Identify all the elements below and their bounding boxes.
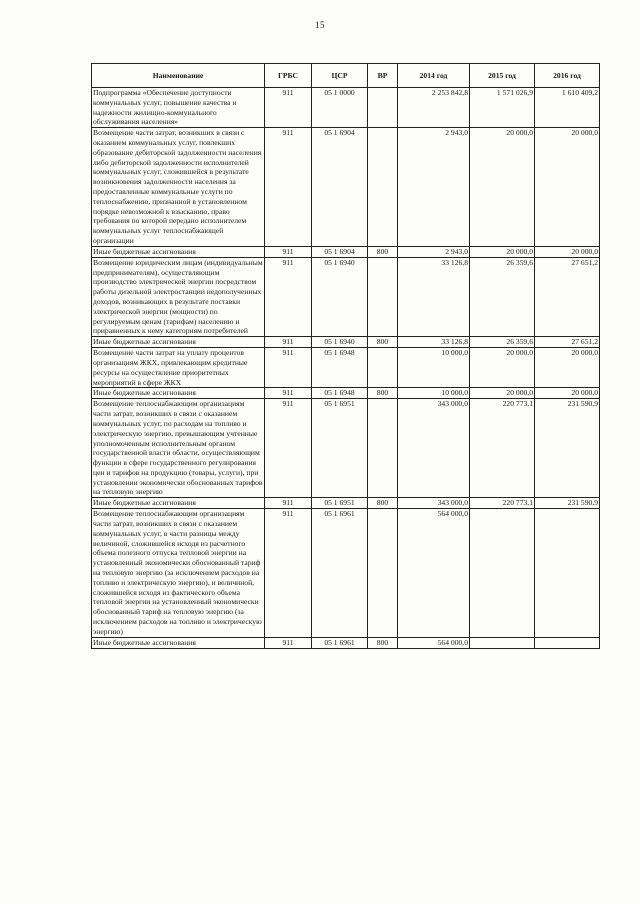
- row-grbs: 911: [265, 498, 312, 509]
- row-csr: 05 1 6904: [312, 246, 368, 257]
- row-vr: 800: [368, 337, 398, 348]
- table-row: [92, 257, 600, 336]
- row-grbs: 911: [265, 128, 312, 247]
- page-number: 15: [315, 20, 325, 30]
- table-row: [92, 348, 600, 388]
- row-csr: 05 1 6948: [312, 348, 368, 388]
- row-vr: 800: [368, 637, 398, 648]
- row-csr: 05 1 6940: [312, 337, 368, 348]
- row-csr: 05 1 0000: [312, 88, 368, 128]
- row-2016: 27 651,2: [535, 257, 600, 336]
- row-csr: 05 1 6961: [312, 509, 368, 637]
- row-name: Иные бюджетные ассигнования: [92, 337, 265, 348]
- row-vr: 800: [368, 246, 398, 257]
- row-grbs: 911: [265, 348, 312, 388]
- header-2014: 2014 год: [398, 64, 470, 88]
- row-2016: 20 000,0: [535, 128, 600, 247]
- row-2014: 10 000,0: [398, 348, 470, 388]
- row-name: Иные бюджетные ассигнования: [92, 498, 265, 509]
- table-row: [92, 128, 600, 247]
- row-2016: 20 000,0: [535, 246, 600, 257]
- header-vr: ВР: [368, 64, 398, 88]
- row-2015: 20 000,0: [470, 246, 535, 257]
- table-row: [92, 637, 600, 648]
- row-2015: [470, 637, 535, 648]
- row-2015: 20 000,0: [470, 128, 535, 247]
- row-vr: [368, 348, 398, 388]
- row-grbs: 911: [265, 88, 312, 128]
- table-row: [92, 509, 600, 637]
- row-vr: [368, 509, 398, 637]
- row-csr: 05 1 6904: [312, 128, 368, 247]
- row-2016: 1 610 409,2: [535, 88, 600, 128]
- table-row: [92, 246, 600, 257]
- row-grbs: 911: [265, 388, 312, 399]
- row-vr: 800: [368, 388, 398, 399]
- row-vr: 800: [368, 498, 398, 509]
- row-csr: 05 1 6948: [312, 388, 368, 399]
- row-2016: 231 590,9: [535, 498, 600, 509]
- row-csr: 05 1 6961: [312, 637, 368, 648]
- row-2015: [470, 509, 535, 637]
- row-grbs: 911: [265, 637, 312, 648]
- row-2014: 2 943,0: [398, 128, 470, 247]
- row-2015: 1 571 026,9: [470, 88, 535, 128]
- row-2015: 26 359,6: [470, 257, 535, 336]
- row-name: Возмещение теплоснабжающим организациям части затрат, возникших в связи с оказанием коммунальных услуг, в части разницы между величиной, сложившейся исходя из расчетного объема полезного отпуска тепловой энергии на установленный экономически обоснованный тариф на тепловую энергию (за исключением расходов на топливо и электрическую энергию), и величиной, сложившейся исходя из фактического объема тепловой энергии на установленный экономически обоснованный тариф на тепловую энергию (за исключением расходов на топливо и электрическую энергию): [92, 509, 265, 637]
- row-grbs: 911: [265, 246, 312, 257]
- row-2016: 231 590,9: [535, 399, 600, 498]
- header-2016: 2016 год: [535, 64, 600, 88]
- header-csr: ЦСР: [312, 64, 368, 88]
- row-2014: 2 253 842,8: [398, 88, 470, 128]
- row-csr: 05 1 6940: [312, 257, 368, 336]
- row-name: Иные бюджетные ассигнования: [92, 388, 265, 399]
- row-2016: 20 000,0: [535, 348, 600, 388]
- row-2015: 20 000,0: [470, 348, 535, 388]
- header-grbs: ГРБС: [265, 64, 312, 88]
- row-name: Иные бюджетные ассигнования: [92, 246, 265, 257]
- row-grbs: 911: [265, 337, 312, 348]
- header-2015: 2015 год: [470, 64, 535, 88]
- row-csr: 05 1 6951: [312, 399, 368, 498]
- row-2014: 564 000,0: [398, 509, 470, 637]
- row-2016: [535, 637, 600, 648]
- row-name: Иные бюджетные ассигнования: [92, 637, 265, 648]
- table-row: [92, 399, 600, 498]
- row-2016: 20 000,0: [535, 388, 600, 399]
- row-2015: 220 773,1: [470, 399, 535, 498]
- row-2014: 564 000,0: [398, 637, 470, 648]
- row-name: Возмещение теплоснабжающим организациям части затрат, возникших в связи с оказанием коммунальных услуг, по расходам на топливо и электрическую энергию, превышающим учтенные уполномоченным исполнительным органом государственной власти области, осуществляющим функции в сфере государственного регулирования цен и тарифов на продукцию (товары, услуги), при установлении экономически обоснованных тарифов на тепловую энергию: [93, 399, 263, 497]
- row-grbs: 911: [265, 509, 312, 637]
- row-grbs: 911: [265, 399, 312, 498]
- row-vr: [368, 128, 398, 247]
- row-csr: 05 1 6951: [312, 498, 368, 509]
- row-grbs: 911: [265, 257, 312, 336]
- header-name: Наименование: [92, 64, 265, 88]
- table-row: [92, 337, 600, 348]
- row-name: Возмещение юридическим лицам (индивидуальным предпринимателям), осуществляющим производство электрической энергии посредством работы дизельной электростанции недополученных доходов, возникающих в результате поставки электрической энергии (мощности) по регулируемым ценам (тарифам) населению и приравненных к нему категориям потребителей: [93, 257, 263, 336]
- row-2015: 20 000,0: [470, 388, 535, 399]
- table-row: [92, 498, 600, 509]
- row-2014: 10 000,0: [398, 388, 470, 399]
- row-name: Подпрограмма «Обеспечение доступности коммунальных услуг, повышение качества и надежности жилищно-коммунального обслуживания населения»: [92, 88, 265, 128]
- table-row: [92, 388, 600, 399]
- row-2014: 343 000,0: [398, 498, 470, 509]
- row-vr: [368, 399, 398, 498]
- row-name: Возмещение части затрат, возникших в связи с оказанием коммунальных услуг, повлекших образование дебиторской задолженности населения либо дебиторской задолженности исполнителей коммунальных услуг, сложившейся в результате возникновения задолженности населения за предоставленные коммунальные услуги по теплоснабжению, признанной в установленном порядке невозможной к взысканию, право требования по которой передано исполнителем коммунальных услуг теплоснабжающей организации: [92, 128, 265, 247]
- budget-table: [91, 63, 600, 649]
- row-vr: [368, 257, 398, 336]
- row-name: Возмещение части затрат на уплату процентов организациям ЖКХ, привлекающим кредитные ресурсы на осуществление приоритетных мероприятий в сфере ЖКХ: [92, 348, 265, 388]
- row-2014: 33 126,8: [398, 337, 470, 348]
- row-2016: 27 651,2: [535, 337, 600, 348]
- row-2015: 26 359,6: [470, 337, 535, 348]
- row-2016: [535, 509, 600, 637]
- row-2014: 343 000,0: [398, 399, 470, 498]
- row-vr: [368, 88, 398, 128]
- row-2015: 220 773,1: [470, 498, 535, 509]
- table-header-row: [92, 64, 600, 88]
- table-row: [92, 88, 600, 128]
- row-2014: 2 943,0: [398, 246, 470, 257]
- row-2014: 33 126,8: [398, 257, 470, 336]
